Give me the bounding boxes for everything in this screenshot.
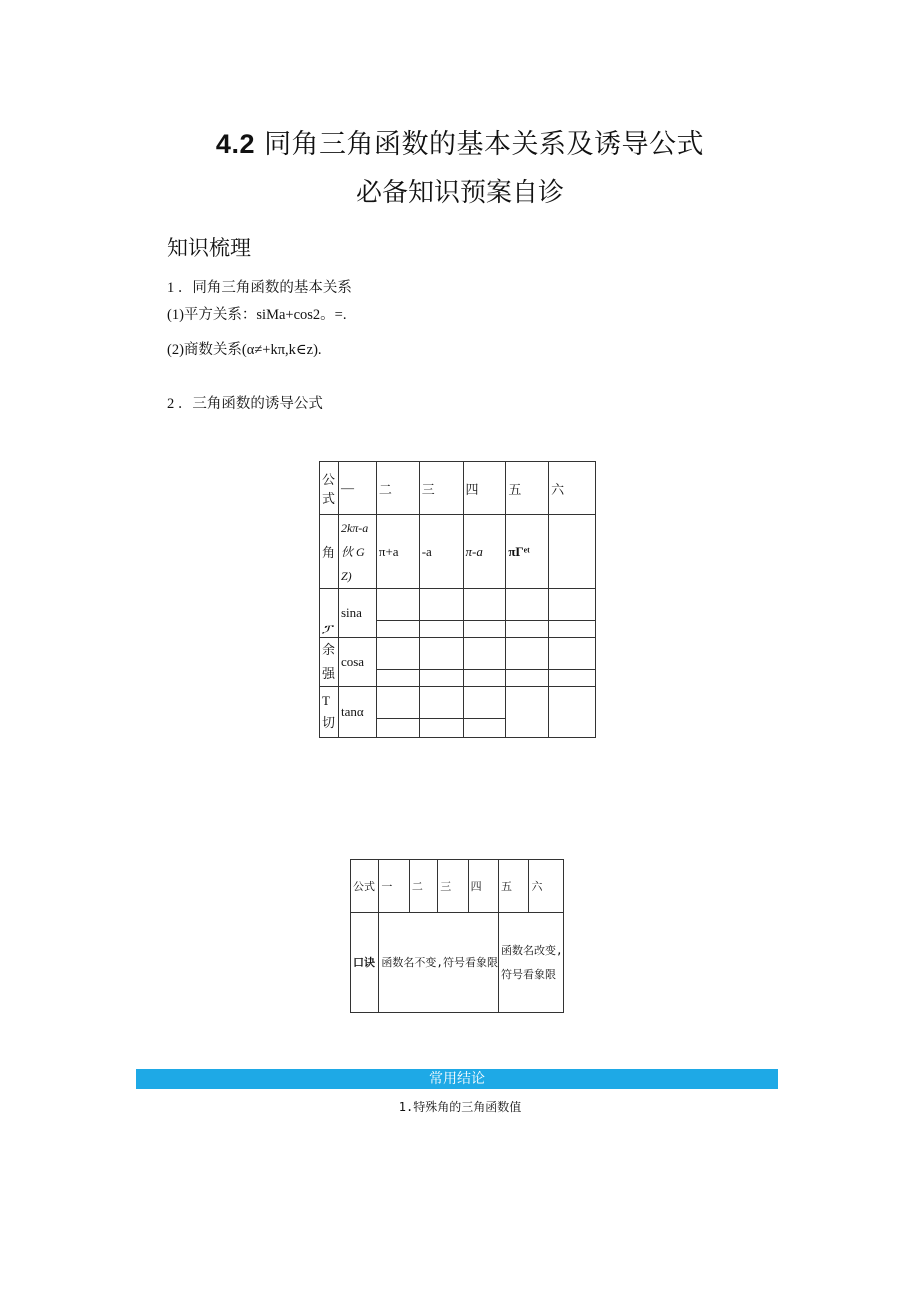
angle-col1: 2kπ-a 伙 G Z) — [338, 515, 376, 589]
cos-cell — [549, 670, 596, 687]
tan-cell — [419, 687, 463, 719]
sin-cell — [506, 621, 549, 638]
sin-side-label: ፓ — [320, 589, 339, 638]
sin-label: sina — [338, 589, 376, 638]
t2-header-5: 五 — [499, 860, 529, 913]
tan-cell — [376, 719, 419, 738]
mnemonic-right: 函数名改变,符号看象限 — [499, 913, 564, 1013]
header-5: 五 — [506, 462, 549, 515]
common-conclusion-banner: 常用结论 — [136, 1069, 778, 1089]
sin-cell — [419, 589, 463, 621]
mnemonic-left: 函数名不变,符号看象限 — [379, 913, 499, 1013]
sin-cell — [549, 589, 596, 621]
section-heading: 知识梳理 — [167, 236, 251, 260]
angle-col3: -a — [419, 515, 463, 589]
cos-cell — [463, 638, 506, 670]
title-number: 4.2 — [215, 129, 255, 159]
mnemonic-label: 口诀 — [351, 913, 379, 1013]
angle-col6 — [549, 515, 596, 589]
tan-cell — [419, 719, 463, 738]
tan-side-label: T 切 — [320, 687, 339, 738]
header-3: 三 — [419, 462, 463, 515]
t2-header-2: 二 — [409, 860, 437, 913]
sin-cell — [376, 621, 419, 638]
angle-col2: π+a — [376, 515, 419, 589]
sin-cell — [463, 621, 506, 638]
cos-side-label: 余 强 — [320, 638, 339, 687]
cos-cell — [549, 638, 596, 670]
title-text: 同角三角函数的基本关系及诱导公式 — [264, 129, 705, 160]
header-6: 六 — [549, 462, 596, 515]
tan-cell — [463, 719, 506, 738]
sin-cell — [549, 621, 596, 638]
cos-cell — [419, 670, 463, 687]
cos-label: cosa — [338, 638, 376, 687]
special-angle-heading: 1.特殊角的三角函数值 — [398, 1100, 522, 1114]
tan-cell-merged — [506, 687, 549, 738]
sin-cell — [506, 589, 549, 621]
item-2: 2 ．三角函数的诱导公式 — [167, 396, 323, 412]
angle-col4: π-a — [463, 515, 506, 589]
t2-header-4: 四 — [468, 860, 498, 913]
tan-label: tanα — [338, 687, 376, 738]
sin-cell — [463, 589, 506, 621]
item-1: 1 ．同角三角函数的基本关系 — [167, 280, 352, 296]
cos-cell — [376, 638, 419, 670]
cos-cell — [506, 670, 549, 687]
t2-header-6: 六 — [529, 860, 564, 913]
tan-cell — [376, 687, 419, 719]
page-subtitle: 必备知识预案自诊 — [355, 178, 564, 208]
t2-header-formula: 公式 — [351, 860, 379, 913]
angle-label: 角 — [320, 515, 339, 589]
angle-col5: πΓᵉᵗ — [506, 515, 549, 589]
item-1b: (2)商数关系(α≠+kπ,k∈z). — [167, 342, 322, 358]
header-4: 四 — [463, 462, 506, 515]
cos-cell — [376, 670, 419, 687]
sin-cell — [376, 589, 419, 621]
tan-cell — [463, 687, 506, 719]
item-1a: (1)平方关系：siMa+cos2。=. — [167, 307, 347, 323]
cos-cell — [419, 638, 463, 670]
header-1: — — [338, 462, 376, 515]
mnemonic-table — [350, 859, 564, 1013]
cos-cell — [463, 670, 506, 687]
induction-formula-table — [319, 461, 596, 738]
header-formula: 公式 — [320, 462, 339, 515]
t2-header-1: 一 — [379, 860, 409, 913]
cos-cell — [506, 638, 549, 670]
page-title — [0, 122, 920, 161]
tan-cell-merged — [549, 687, 596, 738]
t2-header-3: 三 — [438, 860, 468, 913]
sin-cell — [419, 621, 463, 638]
header-2: 二 — [376, 462, 419, 515]
